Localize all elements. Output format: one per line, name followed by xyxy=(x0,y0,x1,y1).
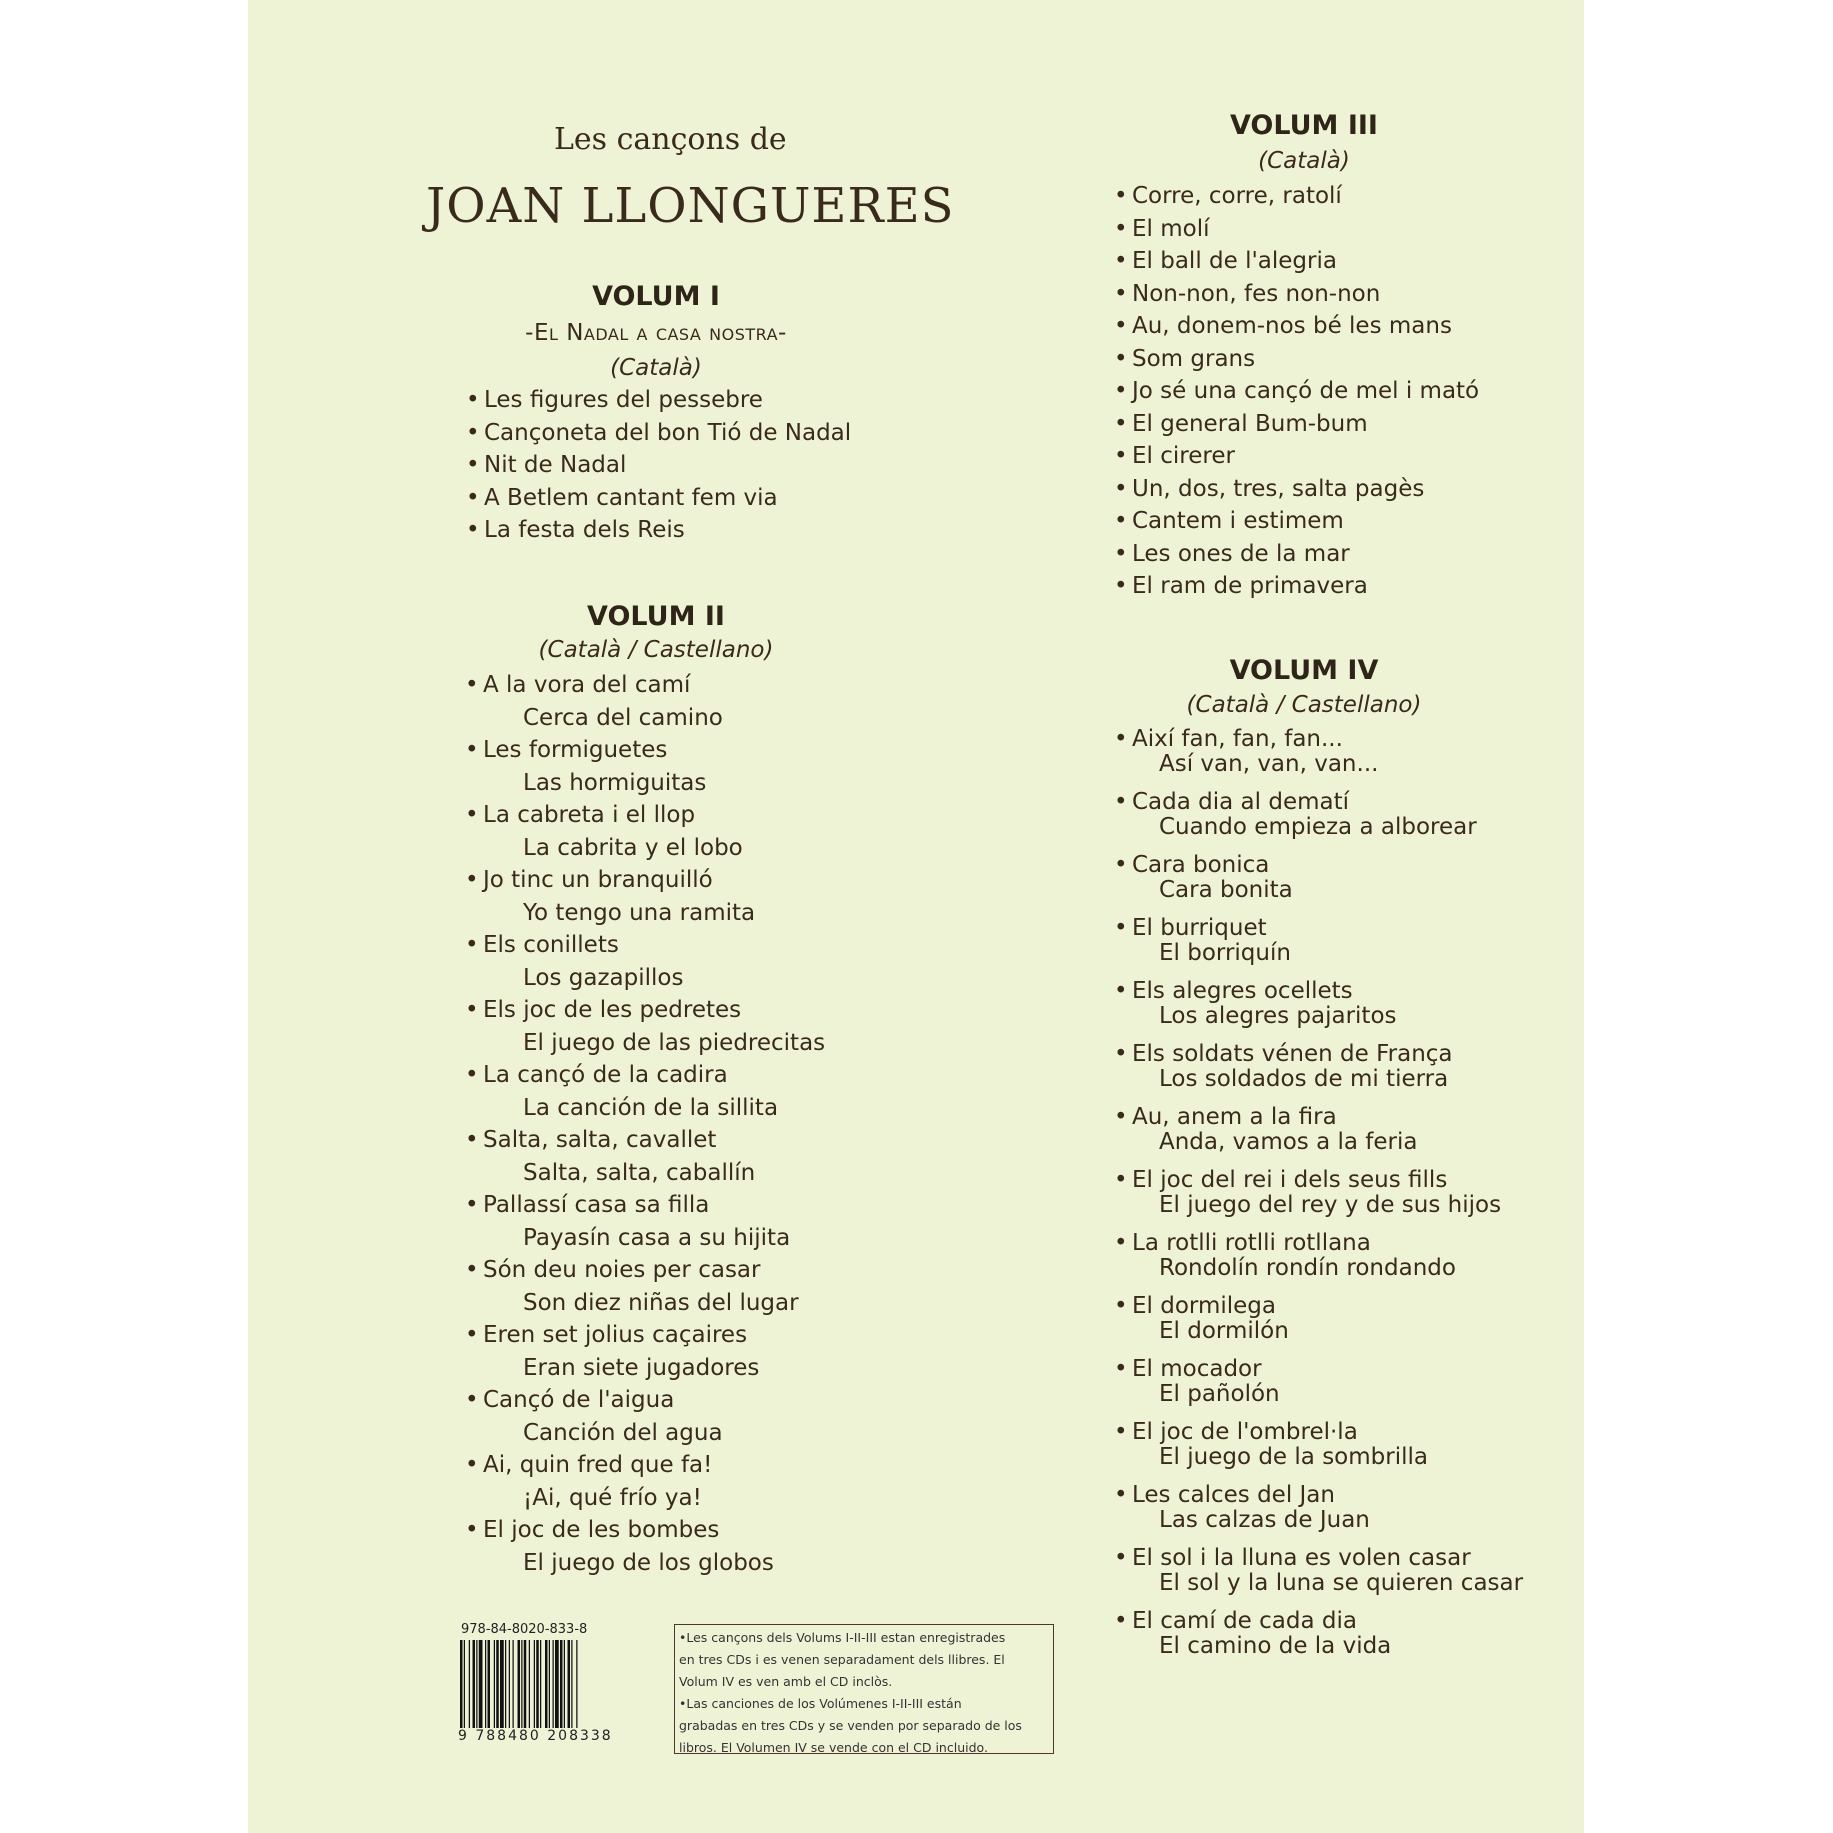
song-title: Salta, salta, cavallet xyxy=(483,1127,717,1153)
barcode-icon xyxy=(460,1640,612,1728)
song-title: La cançó de la cadira xyxy=(483,1062,728,1088)
song-title: El sol i la lluna es volen casar xyxy=(1132,1545,1471,1571)
song-item xyxy=(1114,1041,1453,1067)
note-line: grabadas en tres CDs y se venden por separado de los xyxy=(679,1718,1022,1733)
song-title: Els conillets xyxy=(483,932,619,958)
song-title: Cançoneta del bon Tió de Nadal xyxy=(484,419,852,446)
song-item xyxy=(1114,541,1350,567)
song-title: Les calces del Jan xyxy=(1132,1482,1335,1508)
bullet-icon: • xyxy=(1114,1419,1128,1445)
song-translation: Yo tengo una ramita xyxy=(523,900,756,926)
bullet-icon: • xyxy=(1114,789,1128,815)
song-title: Au, anem a la fira xyxy=(1132,1104,1337,1130)
bullet-icon: • xyxy=(465,672,479,698)
song-translation: Cara bonita xyxy=(1159,877,1293,903)
song-title: Un, dos, tres, salta pagès xyxy=(1132,475,1425,502)
song-translation: Cerca del camino xyxy=(523,705,723,731)
song-item xyxy=(465,1387,674,1413)
song-item xyxy=(1114,789,1349,815)
song-title: Jo sé una cançó de mel i mató xyxy=(1132,378,1480,404)
song-translation: Los soldados de mi tierra xyxy=(1159,1066,1449,1092)
bullet-icon: • xyxy=(465,1127,479,1153)
song-title: Les formiguetes xyxy=(483,737,668,763)
song-item xyxy=(1114,216,1210,242)
song-item xyxy=(465,802,695,828)
song-title: El ball de l'alegria xyxy=(1132,248,1337,274)
song-item xyxy=(1114,1545,1471,1571)
bullet-icon: • xyxy=(466,484,480,511)
song-title: A Betlem cantant fem via xyxy=(484,484,778,511)
song-item xyxy=(465,737,667,763)
song-title: Així fan, fan, fan... xyxy=(1132,726,1343,752)
song-item xyxy=(1114,573,1368,599)
song-item xyxy=(466,517,685,543)
song-item xyxy=(1114,443,1235,469)
song-translation: Los alegres pajaritos xyxy=(1159,1003,1397,1029)
song-title: Cara bonica xyxy=(1132,852,1270,878)
isbn-number: 978-84-8020-833-8 xyxy=(461,1622,588,1637)
song-item xyxy=(1114,1230,1371,1256)
song-title: Jo tinc un branquilló xyxy=(483,867,713,893)
song-item xyxy=(1114,1482,1335,1508)
song-translation: Los gazapillos xyxy=(523,965,684,991)
song-title: Au, donem-nos bé les mans xyxy=(1132,313,1452,339)
bullet-icon: • xyxy=(465,1062,479,1088)
song-title: Non-non, fes non-non xyxy=(1132,280,1381,307)
song-item xyxy=(1114,281,1380,307)
bullet-icon: • xyxy=(466,517,480,543)
bullet-icon: • xyxy=(1114,1545,1128,1571)
volume-1-language: (Català) xyxy=(610,355,702,381)
title-prefix: Les cançons de xyxy=(554,122,787,157)
song-item xyxy=(1114,346,1255,372)
song-translation: El borriquín xyxy=(1159,940,1291,966)
barcode-digits: 9 788480 208338 xyxy=(458,1728,613,1744)
bullet-icon: • xyxy=(466,452,480,478)
song-title: Pallassí casa sa filla xyxy=(483,1192,710,1218)
song-translation: Salta, salta, caballín xyxy=(523,1160,756,1186)
note-line: Volum IV es ven amb el CD inclòs. xyxy=(679,1674,893,1689)
song-title: Ai, quin fred que fa! xyxy=(483,1452,713,1478)
song-item xyxy=(1114,1293,1276,1319)
bullet-icon: • xyxy=(1114,915,1128,941)
bullet-icon: • xyxy=(466,387,480,413)
song-translation: Rondolín rondín rondando xyxy=(1159,1255,1456,1281)
bullet-icon: • xyxy=(465,1257,479,1283)
bullet-icon: • xyxy=(1114,978,1128,1004)
song-translation: El dormilón xyxy=(1159,1318,1289,1344)
note-line: en tres CDs i es venen separadament dels llibres. El xyxy=(679,1652,1005,1667)
song-title: Cançó de l'aigua xyxy=(483,1387,675,1413)
bullet-icon: • xyxy=(1114,508,1128,534)
song-title: Les ones de la mar xyxy=(1132,540,1350,567)
song-title: La rotlli rotlli rotllana xyxy=(1132,1230,1371,1256)
song-item xyxy=(465,1192,709,1218)
bullet-icon: • xyxy=(1114,540,1128,567)
bullet-icon: • xyxy=(1114,183,1128,209)
song-title: Són deu noies per casar xyxy=(483,1257,761,1283)
song-title: El camí de cada dia xyxy=(1132,1608,1357,1634)
song-item xyxy=(1114,1104,1337,1130)
song-title: El general Bum-bum xyxy=(1132,410,1368,437)
song-translation: La canción de la sillita xyxy=(523,1095,779,1121)
song-item xyxy=(1114,183,1342,209)
song-item xyxy=(466,387,763,413)
song-item xyxy=(1114,978,1353,1004)
song-item xyxy=(465,867,713,893)
bullet-icon: • xyxy=(1114,573,1128,599)
song-item xyxy=(1114,313,1452,339)
volume-4-language: (Català / Castellano) xyxy=(1186,692,1422,718)
song-translation: El camino de la vida xyxy=(1159,1633,1392,1659)
song-item xyxy=(1114,476,1424,502)
title-author: JOAN LLONGUERES xyxy=(426,178,955,234)
song-title: La cabreta i el llop xyxy=(483,802,696,828)
bullet-icon: • xyxy=(1114,1356,1128,1382)
note-line: libros. El Volumen IV se vende con el CD incluido. xyxy=(679,1740,988,1755)
bullet-icon: • xyxy=(465,737,479,763)
song-item xyxy=(465,1322,747,1348)
bullet-icon: • xyxy=(1114,345,1128,372)
song-item xyxy=(1114,1608,1357,1634)
bullet-icon: • xyxy=(465,932,479,958)
song-title: Eren set jolius caçaires xyxy=(483,1322,748,1348)
song-title: La festa dels Reis xyxy=(484,517,685,543)
bullet-icon: • xyxy=(1114,410,1128,437)
bullet-icon: • xyxy=(1114,1104,1128,1130)
song-item xyxy=(1114,726,1343,752)
song-title: Corre, corre, ratolí xyxy=(1132,183,1342,209)
song-title: El burriquet xyxy=(1132,915,1267,941)
song-title: El joc de l'ombrel·la xyxy=(1132,1419,1358,1445)
bullet-icon: • xyxy=(1114,1230,1128,1256)
song-translation: Las hormiguitas xyxy=(523,770,707,796)
bullet-icon: • xyxy=(1114,475,1128,502)
song-translation: El juego de las piedrecitas xyxy=(523,1030,826,1056)
song-translation: El juego del rey y de sus hijos xyxy=(1159,1192,1502,1218)
volume-2-language: (Català / Castellano) xyxy=(538,637,774,663)
song-title: Els alegres ocellets xyxy=(1132,978,1353,1004)
song-translation: Canción del agua xyxy=(523,1420,723,1446)
song-title: Nit de Nadal xyxy=(484,452,627,478)
volume-3-language: (Català) xyxy=(1258,148,1350,174)
song-item xyxy=(1114,1356,1262,1382)
volume-1-subtitle: -El Nadal a casa nostra- xyxy=(525,320,787,346)
bullet-icon: • xyxy=(1114,1293,1128,1319)
song-title: Els joc de les pedretes xyxy=(483,997,742,1023)
song-item xyxy=(465,1127,716,1153)
song-title: Cantem i estimem xyxy=(1132,508,1344,534)
bullet-icon: • xyxy=(465,1387,479,1413)
bullet-icon: • xyxy=(465,1517,479,1543)
song-translation: Así van, van, van... xyxy=(1159,751,1379,777)
volume-4-title: VOLUM IV xyxy=(1229,655,1379,686)
bullet-icon: • xyxy=(1114,1041,1128,1067)
bullet-icon: • xyxy=(465,997,479,1023)
cd-note-box xyxy=(674,1624,1054,1754)
song-title: Els soldats vénen de França xyxy=(1132,1041,1453,1067)
song-title: El mocador xyxy=(1132,1356,1262,1382)
song-item xyxy=(465,997,741,1023)
song-item xyxy=(1114,1419,1358,1445)
bullet-icon: • xyxy=(1114,215,1128,242)
song-item xyxy=(1114,411,1368,437)
song-title: Cada dia al dematí xyxy=(1132,789,1350,815)
song-title: Les figures del pessebre xyxy=(484,387,763,413)
bullet-icon: • xyxy=(466,419,480,446)
volume-2-title: VOLUM II xyxy=(587,601,725,632)
song-title: El cirerer xyxy=(1132,443,1235,469)
bullet-icon: • xyxy=(1114,313,1128,339)
bullet-icon: • xyxy=(1114,280,1128,307)
song-translation: El juego de los globos xyxy=(523,1550,774,1576)
song-title: El dormilega xyxy=(1132,1293,1276,1319)
song-translation: Cuando empieza a alborear xyxy=(1159,814,1477,840)
song-translation: El juego de la sombrilla xyxy=(1159,1444,1428,1470)
bullet-icon: • xyxy=(465,1322,479,1348)
song-item xyxy=(465,1062,728,1088)
bullet-icon: • xyxy=(1114,726,1128,752)
bullet-icon: • xyxy=(465,1192,479,1218)
song-item xyxy=(465,1517,719,1543)
song-item xyxy=(466,420,851,446)
song-translation: ¡Ai, qué frío ya! xyxy=(523,1485,702,1511)
note-line: •Las canciones de los Volúmenes I-II-III están xyxy=(679,1696,962,1711)
song-item xyxy=(1114,508,1344,534)
song-item xyxy=(465,1257,760,1283)
song-translation: Eran siete jugadores xyxy=(523,1355,760,1381)
bullet-icon: • xyxy=(1114,1167,1128,1193)
bullet-icon: • xyxy=(1114,852,1128,878)
song-item xyxy=(466,452,626,478)
song-translation: La cabrita y el lobo xyxy=(523,835,743,861)
bullet-icon: • xyxy=(1114,443,1128,469)
song-translation: Payasín casa a su hijita xyxy=(523,1225,791,1251)
song-translation: El sol y la luna se quieren casar xyxy=(1159,1570,1524,1596)
bullet-icon: • xyxy=(1114,1482,1128,1508)
song-item xyxy=(465,932,619,958)
song-item xyxy=(1114,915,1267,941)
song-item xyxy=(1114,248,1337,274)
song-title: El ram de primavera xyxy=(1132,573,1368,599)
bullet-icon: • xyxy=(1114,378,1128,404)
bullet-icon: • xyxy=(465,802,479,828)
note-line: •Les cançons dels Volums I-II-III estan enregistrades xyxy=(679,1630,1006,1645)
song-title: El joc del rei i dels seus fills xyxy=(1132,1167,1448,1193)
song-translation: Las calzas de Juan xyxy=(1159,1507,1370,1533)
song-item xyxy=(465,672,690,698)
song-title: El molí xyxy=(1132,215,1210,242)
song-item xyxy=(1114,852,1269,878)
bullet-icon: • xyxy=(1114,248,1128,274)
song-translation: Son diez niñas del lugar xyxy=(523,1290,799,1316)
song-item xyxy=(1114,1167,1447,1193)
bullet-icon: • xyxy=(1114,1608,1128,1634)
volume-1-title: VOLUM I xyxy=(592,281,720,312)
song-item xyxy=(1114,378,1479,404)
song-title: Som grans xyxy=(1132,345,1256,372)
song-translation: El pañolón xyxy=(1159,1381,1280,1407)
volume-3-title: VOLUM III xyxy=(1230,110,1378,141)
song-translation: Anda, vamos a la feria xyxy=(1159,1129,1418,1155)
song-title: A la vora del camí xyxy=(483,672,691,698)
bullet-icon: • xyxy=(465,867,479,893)
song-item xyxy=(466,485,778,511)
bullet-icon: • xyxy=(465,1452,479,1478)
song-item xyxy=(465,1452,712,1478)
song-title: El joc de les bombes xyxy=(483,1517,720,1543)
